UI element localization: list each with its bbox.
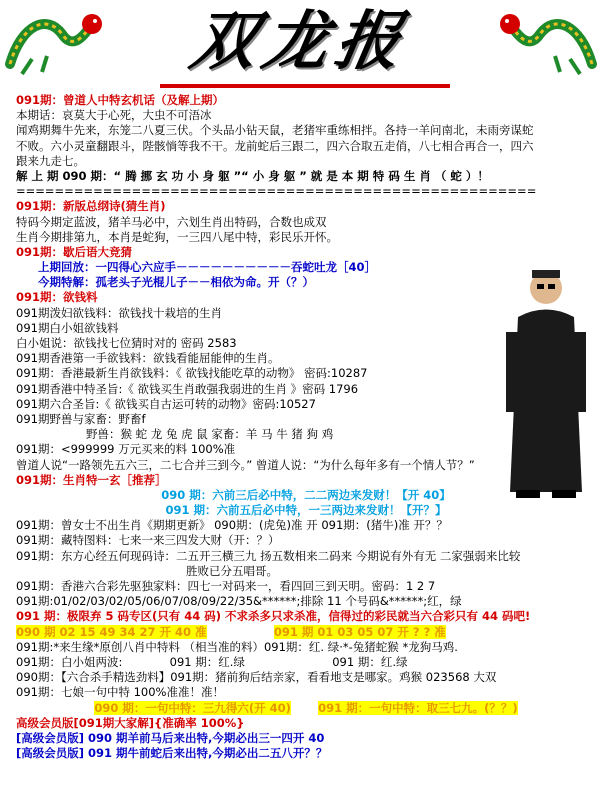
text-line: 091期野兽与家畜：野畜f [16, 411, 146, 426]
text-line: 091期：七娘一句中特 100%准准！准！ [16, 685, 224, 700]
section-heading: 高级会员版[091期大家解]{准确率 100%} [16, 715, 245, 730]
right-dragon-icon [500, 4, 600, 84]
text-line: 091期白小姐欲钱料 [16, 320, 119, 335]
text-segment: 091期：白小姐两波: [16, 654, 123, 669]
text-line [16, 701, 596, 716]
section-heading: 091期：欲钱料 [16, 290, 98, 305]
text-line: 今期特解：孤老头子光棍儿子－－相依为命。开（？） [38, 275, 314, 290]
text-line: [高级会员版] 090 期羊前马后来出特,今期必出三一四开 40 [16, 730, 325, 745]
text-line: 091期:*来生缘*原创八肖中特料 （相当准的料）091期：红. 绿·*-兔猪蛇猴 *龙狗马鸡. [16, 639, 458, 654]
text-segment: 091 期：红.绿 [332, 654, 408, 669]
text-line: 闻鸡期舞牛先来，东笼二八夏三伏。个头品小钻天鼠，老猪牢重练相拌。各持一羊问南北，未雨旁谋蛇 [16, 123, 534, 138]
highlight-091: 091 期 01 03 05 07 开 ? ? 准 [273, 624, 446, 639]
text-line: 091期香港第一手欲钱料：欲钱看能屈能伸的生肖。 [16, 351, 280, 366]
text-line: 091期：<999999 万元买来的料 100%准 [16, 442, 236, 457]
text-line: 091期泼妇欲钱料：欲钱找十栽培的生肖 [16, 305, 222, 320]
text-line: 生肖今期排第九，本肖是蛇狗，一三四八尾中特，彩民乐开怀。 [16, 229, 338, 244]
text-line: 解 上 期 090 期：“ 腾 挪 玄 功 小 身 躯 ”“ 小 身 躯 ” 就 是 本 期 特 码 生 肖 （ 蛇 ）！ [16, 168, 489, 183]
text-line [16, 625, 596, 640]
highlight-090-phrase: 090 期：一句中特：三九得六(开 40) [94, 700, 291, 715]
title-underline [160, 84, 450, 88]
text-line: 白小姐说：欲钱找七位猜时对的 密码 2583 [16, 336, 237, 350]
text-line: 曾道人说“一路领先五六三，二七合并三到今。” 曾道人说：“为什么每年多有一个情人节？” [16, 457, 475, 472]
section-heading: 091 期：极限弃 5 码专区(只有 44 码) 不求杀多只求杀准，信得过的彩民就当六合彩只有 44 码吧! [16, 609, 531, 624]
left-dragon-icon [2, 4, 102, 84]
text-line: 091期：香港六合彩先驱独家料：四七一对码来一，看四回三到天明。密码：1 2 7 [16, 579, 436, 593]
text-line: 野兽：猴 蛇 龙 兔 虎 鼠 家畜：羊 马 牛 猪 狗 鸡 [86, 427, 334, 442]
headline-daoren: 091期：曾道人中特玄机话（及解上期） [16, 93, 225, 107]
text-line: 091期:01/02/03/02/05/06/07/08/09/22/35&******;排除 11 个号码&******;红，绿 [16, 594, 462, 609]
text-line: 091 期：六前五后必中特，一三两边来发财！【开？】 [165, 503, 447, 518]
section-heading: 091期：新版总纲诗(猜生肖) [16, 199, 166, 214]
text-line: 091期六合圣旨:《 欲钱买自古运可转的动物》密码:10527 [16, 396, 316, 411]
text-line: 091期香港中特圣旨:《 欲钱买生肖敢强我弱进的生肖 》密码 1796 [16, 381, 359, 396]
section-heading: 091期：生肖特一玄［推荐］ [16, 472, 167, 487]
highlight-090: 090 期 02 15 49 34 27 开 40 准 [16, 624, 207, 639]
header [0, 0, 602, 96]
text-line: 跟来九走七。 [16, 153, 85, 168]
text-line: 胜败已分五唱哥。 [186, 563, 278, 578]
text-line: 上期回放：一四得心六应手－－－－－－－－－－吞蛇吐龙［40］ [38, 260, 376, 275]
highlight-091-phrase: 091 期：一句中特：取三七九。(？？) [318, 700, 518, 715]
text-line: 090 期：六前三后必中特，二二两边来发财！【开 40】 [161, 487, 451, 502]
text-line [16, 655, 596, 670]
text-line: 091期：曾女士不出生肖《期期更新》 090期：(虎兔)准 开 091期：(猪牛)准 开？？ [16, 518, 448, 533]
article-body [16, 93, 596, 761]
text-line: 本期话：哀莫大于心死，大虫不可浯冰 [16, 108, 212, 123]
page-title: 双龙报 [185, 4, 415, 79]
text-line: [高级会员版] 091 期牛前蛇后来出特,今期必出二五八开？？ [16, 746, 328, 761]
text-line: 不败。六小灵童翻跟斗，陛骸惝等我不干。龙前蛇后三跟二，四六合取五走俏，八七相合再合一，四六 [16, 138, 534, 153]
text-line: 特码今期定蓝波，猪羊马必中，六划生肖出特码，合数也成双 [16, 214, 327, 229]
separator: ====================================================== [16, 184, 537, 199]
text-line: 090期：【六合杀手精选劲料】091期：猪前狗后结亲家，看看地支是哪家。鸡猴 023568 大双 [16, 670, 497, 685]
section-heading: 091期：歇后语大竞猜 [16, 244, 133, 259]
text-line: 091期：藏特图料：七来一来三四发大财（开：？） [16, 533, 280, 548]
text-line: 091期：东方心经五何现码诗：二五开三横三九 扬五数相来二码来 今期说有外有无 二家强弱来比较 [16, 548, 521, 563]
text-line: 091期：香港最新生肖欲钱料：《 欲钱找能吃草的动物》 密码:10287 [16, 366, 368, 381]
text-segment: 091 期：红.绿 [169, 654, 245, 669]
